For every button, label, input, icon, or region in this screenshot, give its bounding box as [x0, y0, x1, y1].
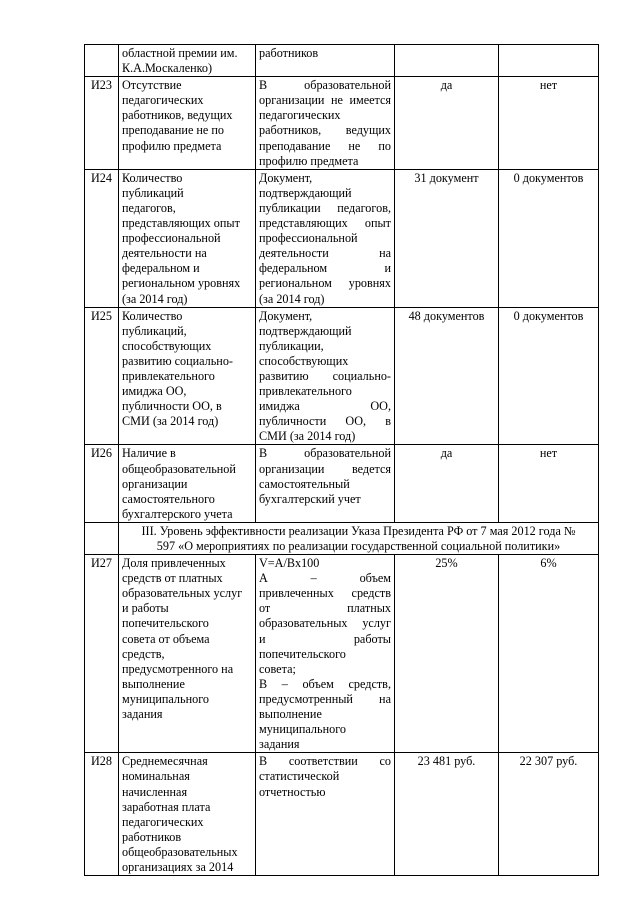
target-value-cell: 25%: [395, 555, 499, 753]
indicator-code-cell: [85, 45, 119, 77]
section-code-cell: [85, 522, 119, 554]
indicator-name-cell: [119, 169, 256, 307]
section-row: [85, 522, 599, 554]
indicator-code-cell: И25: [85, 307, 119, 445]
calculation-method-line: В образовательной: [259, 78, 391, 93]
section-heading-line-2: 597 «О мероприятиях по реализации государственной социальной политики»: [156, 539, 561, 553]
calculation-method-cell: [256, 45, 395, 77]
indicator-name-cell: [119, 307, 256, 445]
calculation-method-line: привлекательного: [259, 384, 352, 399]
table-body-bottom: [85, 555, 599, 876]
indicator-name-line: образовательных услуг: [122, 586, 243, 601]
calculation-method-line: профессиональной: [259, 231, 358, 246]
calculation-method-line: (за 2014 год): [259, 291, 325, 306]
indicator-name-line: К.А.Москаленко): [122, 61, 213, 76]
indicator-name-line: заработная плата: [122, 799, 211, 814]
indicator-name-line: средств от платных: [122, 571, 223, 586]
table-row: [85, 45, 599, 77]
calculation-method-cell: [256, 307, 395, 445]
indicator-name-line: педагогических: [122, 814, 204, 829]
indicator-name-line: СМИ (за 2014 год): [122, 414, 219, 429]
indicator-name-line: профессиональной: [122, 231, 221, 246]
section-heading-cell: [119, 522, 599, 554]
indicator-name-line: Среднемесячная: [122, 754, 208, 769]
actual-value-cell: 0 документов: [499, 169, 599, 307]
indicator-name-line: предусмотренного на: [122, 661, 234, 676]
calculation-method-line: V=A/Bx100: [259, 556, 320, 571]
indicator-name-line: организациях за 2014: [122, 859, 234, 874]
calculation-method-line: от платных: [259, 601, 391, 616]
indicators-table: [84, 44, 599, 876]
calculation-method-line: В образовательной: [259, 446, 391, 461]
calculation-method-line: Документ,: [259, 308, 313, 323]
calculation-method-line: способствующих: [259, 353, 349, 368]
indicator-code-cell: И28: [85, 753, 119, 876]
actual-value-cell: [499, 45, 599, 77]
calculation-method-line: представляющих опыт: [259, 216, 391, 231]
calculation-method-line: профилю предмета: [259, 153, 359, 168]
calculation-method-cell: [256, 753, 395, 876]
table-row: [85, 169, 599, 307]
calculation-method-line: бухгалтерский учет: [259, 491, 361, 506]
calculation-method-line: образовательных услуг: [259, 616, 391, 631]
indicator-name-line: публичности ОО, в: [122, 399, 222, 414]
indicator-name-line: и работы: [122, 601, 169, 616]
indicator-name-line: бухгалтерского учета: [122, 506, 233, 521]
indicator-name-line: муниципального: [122, 691, 209, 706]
indicator-name-line: педагогов,: [122, 200, 176, 215]
indicator-name-line: работников: [122, 829, 182, 844]
indicator-name-line: деятельности на: [122, 246, 207, 261]
indicator-code-cell: И26: [85, 445, 119, 522]
calculation-method-line: организации не имеется: [259, 93, 391, 108]
calculation-method-line: деятельности на: [259, 246, 391, 261]
calculation-method-line: задания: [259, 737, 300, 752]
indicator-name-line: публикаций: [122, 185, 184, 200]
indicator-name-line: средств,: [122, 646, 165, 661]
target-value-cell: да: [395, 445, 499, 522]
calculation-method-line: привлеченных средств: [259, 586, 391, 601]
calculation-method-cell: [256, 445, 395, 522]
indicator-code-cell: И24: [85, 169, 119, 307]
calculation-method-line: организации ведется: [259, 461, 391, 476]
indicator-name-line: преподавание не по: [122, 123, 224, 138]
actual-value-cell: 6%: [499, 555, 599, 753]
indicator-code-cell: И27: [85, 555, 119, 753]
indicator-name-line: имиджа ОО,: [122, 384, 187, 399]
calculation-method-cell: [256, 555, 395, 753]
indicator-name-cell: [119, 555, 256, 753]
indicator-name-line: общеобразовательных: [122, 844, 238, 859]
indicator-name-line: работников, ведущих: [122, 108, 233, 123]
indicator-name-line: организации: [122, 476, 188, 491]
indicator-name-line: представляющих опыт: [122, 216, 240, 231]
indicator-name-line: совета от объема: [122, 631, 210, 646]
indicator-code-cell: И23: [85, 77, 119, 170]
table-body-top: [85, 45, 599, 523]
indicator-name-line: привлекательного: [122, 368, 215, 383]
indicator-name-line: Количество: [122, 308, 183, 323]
calculation-method-line: федеральном и: [259, 261, 391, 276]
calculation-method-line: самостоятельный: [259, 476, 350, 491]
calculation-method-line: отчетностью: [259, 784, 326, 799]
indicator-name-line: самостоятельного: [122, 491, 215, 506]
indicator-name-line: общеобразовательной: [122, 461, 236, 476]
indicator-name-line: номинальная: [122, 769, 190, 784]
indicator-name-line: попечительского: [122, 616, 209, 631]
target-value-cell: [395, 45, 499, 77]
indicator-name-line: Отсутствие: [122, 78, 182, 93]
indicator-name-cell: [119, 445, 256, 522]
indicator-name-line: Наличие в: [122, 446, 176, 461]
actual-value-cell: 22 307 руб.: [499, 753, 599, 876]
calculation-method-line: и работы: [259, 631, 391, 646]
indicator-name-line: Доля привлеченных: [122, 556, 226, 571]
calculation-method-line: СМИ (за 2014 год): [259, 429, 356, 444]
table-row: [85, 307, 599, 445]
calculation-method-line: статистической: [259, 769, 340, 784]
target-value-cell: 23 481 руб.: [395, 753, 499, 876]
calculation-method-line: работников, ведущих: [259, 123, 391, 138]
indicator-name-line: (за 2014 год): [122, 291, 188, 306]
calculation-method-cell: [256, 169, 395, 307]
indicator-name-line: выполнение: [122, 676, 185, 691]
calculation-method-cell: [256, 77, 395, 170]
indicator-name-cell: [119, 753, 256, 876]
calculation-method-line: региональном уровнях: [259, 276, 391, 291]
indicator-name-line: региональном уровнях: [122, 276, 241, 291]
table-row: [85, 77, 599, 170]
calculation-method-line: имиджа ОО,: [259, 399, 391, 414]
section-heading-line-1: III. Уровень эффективности реализации Указа Президента РФ от 7 мая 2012 года №: [141, 523, 576, 538]
indicator-name-line: профилю предмета: [122, 138, 222, 153]
table-row: [85, 445, 599, 522]
target-value-cell: да: [395, 77, 499, 170]
actual-value-cell: нет: [499, 77, 599, 170]
calculation-method-line: совета;: [259, 661, 296, 676]
indicator-name-line: Количество: [122, 170, 183, 185]
calculation-method-line: В – объем средств,: [259, 676, 391, 691]
calculation-method-line: публичности ОО, в: [259, 414, 391, 429]
calculation-method-line: А – объем: [259, 571, 391, 586]
actual-value-cell: нет: [499, 445, 599, 522]
indicator-name-line: начисленная: [122, 784, 188, 799]
calculation-method-line: предусмотренный на: [259, 691, 391, 706]
table-row: [85, 753, 599, 876]
calculation-method-line: попечительского: [259, 646, 346, 661]
calculation-method-line: Документ,: [259, 170, 313, 185]
indicator-name-line: педагогических: [122, 93, 204, 108]
calculation-method-line: публикации,: [259, 338, 324, 353]
calculation-method-line: муниципального: [259, 722, 346, 737]
calculation-method-line: подтверждающий: [259, 323, 352, 338]
calculation-method-line: подтверждающий: [259, 185, 352, 200]
calculation-method-line: выполнение: [259, 707, 322, 722]
table-body-section: [85, 522, 599, 554]
calculation-method-line: педагогических: [259, 108, 341, 123]
calculation-method-line: В соответствии со: [259, 754, 391, 769]
indicator-name-line: задания: [122, 707, 163, 722]
target-value-cell: 31 документ: [395, 169, 499, 307]
calculation-method-line: работников: [259, 46, 319, 60]
calculation-method-line: публикации педагогов,: [259, 200, 391, 215]
indicator-name-line: федеральном и: [122, 261, 200, 276]
indicator-name-cell: [119, 45, 256, 77]
indicator-name-line: публикаций,: [122, 323, 187, 338]
indicator-name-line: развитию социально-: [122, 353, 233, 368]
indicator-name-line: областной премии им.: [122, 46, 238, 60]
table-row: [85, 555, 599, 753]
calculation-method-line: преподавание не по: [259, 138, 391, 153]
target-value-cell: 48 документов: [395, 307, 499, 445]
calculation-method-line: развитию социально-: [259, 368, 391, 383]
indicator-name-line: способствующих: [122, 338, 212, 353]
indicator-name-cell: [119, 77, 256, 170]
actual-value-cell: 0 документов: [499, 307, 599, 445]
